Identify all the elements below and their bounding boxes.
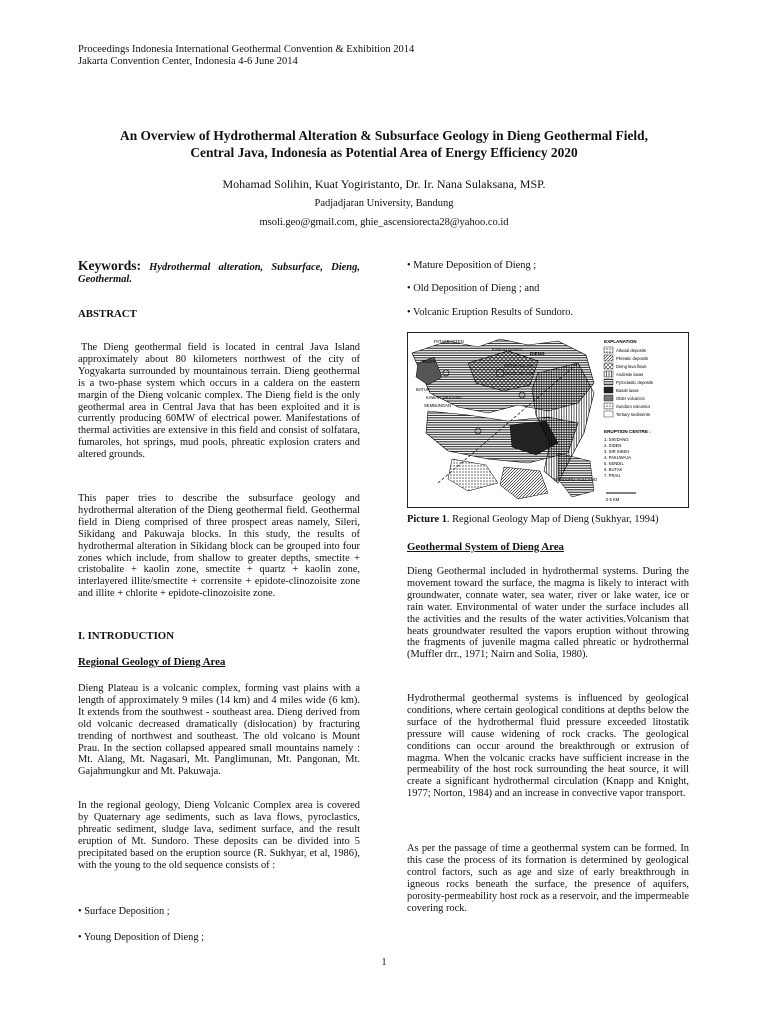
map-label: PATAKBANTEN — [434, 339, 464, 344]
legend-item: Dieng lava flows — [616, 364, 647, 369]
introduction-heading: I. INTRODUCTION — [78, 630, 174, 642]
abstract-text-1: The Dieng geothermal field is located in central Java Island approximately about 80 kilometers northwest of the city of Yogyakarta surrounded by mountainous terrain. Dieng geothermal is a two-phase system which occurs in a caldera on the eastern margin of the Dieng volcanic complex. The Dieng field is the only geothermal area in Central Java that has been exploited and it is currently producing 60MW of electrical power. Manifestations of thermal activities are extensive in this field and consist of solfatara, fumaroles, hot springs, mud pools, phreatic explosion craters and altered grounds. — [78, 342, 360, 461]
eruption-centre: 6. BUTAK — [604, 467, 623, 472]
eruption-centre: 7. PRAU — [604, 473, 621, 478]
abstract-paragraph-1 — [78, 342, 360, 461]
map-label: KAWAH SIKIDANG — [426, 395, 463, 400]
authors: Mohamad Solihin, Kuat Yogiristanto, Dr. Ir. Nana Sulaksana, MSP. — [222, 177, 546, 191]
map-label: SEMBUNGAN — [424, 403, 451, 408]
title-line-2: Central Java, Indonesia as Potential Area of Energy Efficiency 2020 — [190, 145, 578, 160]
legend-item: Tertiary sediments — [616, 412, 650, 417]
legend-item: Basalt lavas — [616, 388, 639, 393]
geosystem-text-3: As per the passage of time a geothermal system can be formed. In this case the process of its formation is determined by geological control factors, such as age and size of early breakthrough in igneous rocks beneath the surface, the presence of aquifers, porosity-permeability host rock as a reservoir, and the impermeable covering rock. — [407, 843, 689, 914]
bullet-item: • Young Deposition of Dieng ; — [78, 932, 205, 943]
legend-item: Older volcanics — [616, 396, 645, 401]
legend-item: Andesite lavas — [616, 372, 644, 377]
header-line-1: Proceedings Indonesia International Geothermal Convention & Exhibition 2014 — [78, 44, 415, 55]
bullet-item: • Volcanic Eruption Results of Sundoro. — [407, 307, 574, 318]
map-label: SUNDORO VOLCANO — [554, 477, 598, 482]
map-label: DIENG KULON — [504, 363, 533, 368]
legend-title: EXPLANATION — [604, 339, 637, 344]
geology-map-svg — [408, 333, 688, 507]
geosystem-paragraph-3 — [407, 843, 689, 914]
figure-caption-text: . Regional Geology Map of Dieng (Sukhyar, 1994) — [446, 514, 659, 525]
author-emails: msoli.geo@gmail.com, ghie_ascensiorecta28@yahoo.co.id — [259, 217, 509, 228]
abstract-heading: ABSTRACT — [78, 308, 137, 320]
eruption-centre: 3. SIR SIKEH — [604, 449, 630, 454]
eruption-centre: 1. SIKIDANG — [604, 437, 629, 442]
keywords-text: Hydrothermal alteration, Subsurface, Dieng, Geothermal. — [78, 262, 360, 285]
scale-bar-label: 0 5 KM — [606, 497, 620, 502]
figure-caption — [407, 514, 659, 525]
intro-text-1: Dieng Plateau is a volcanic complex, forming vast plains with a length of approximately 9 miles (14 km) and 4 miles wide (6 km). It extends from the southwest - southeast area. Dieng derived from old volcanic decreased dramatically (dislocation) by fracturing trending of northwest and southeast. The old volcano is Mount Prau. In the section collapsed appeared small mountains namely : Mt. Alang, Mt. Nagasari, Mt. Panglimunan, Mt. Pangonan, Mt. Gajahmungkur and Mt. Pakuwaja. — [78, 683, 360, 778]
intro-paragraph-2 — [78, 800, 360, 871]
geosystem-text-1: Dieng Geothermal included in hydrothermal systems. During the movement toward the surface, the magma is likely to interact with groundwater, connate water, sea water, river or lake water, ice or rain water. Environmental of water under the surface includes all the activities and the results of the water activities.Volcanism that heats groundwater resulted the vapors eruption without throwing the fragments of juvenile magma called phreatic or hydrothermal (Muffler drr., 1971; Nairn and Solia, 1980). — [407, 566, 689, 661]
map-label: BATUR — [416, 387, 430, 392]
regional-geology-map — [407, 332, 689, 508]
bullet-item: • Old Deposition of Dieng ; and — [407, 283, 540, 294]
keywords-label: Keywords: — [78, 258, 141, 273]
figure-caption-label: Picture 1 — [407, 514, 447, 525]
legend-item: Sundoro volcanics — [616, 404, 651, 409]
paper-title — [60, 127, 708, 161]
map-label: DIENG — [530, 351, 545, 356]
geosystem-paragraph-2 — [407, 693, 689, 800]
geosystem-text-2: Hydrothermal geothermal systems is influenced by geological conditions, where certain geological conditions at depths below the surface of the hydrothermal fluid pressure exceeded litostatik pressure will cause widening of rock cracks. The geological conditions can occur around the breakthrough or extrusion of magma. When the volcanic cracks have sufficient increase in the permeability of the host rock surrounding the heat source, it will create a significant hydrothermal circulation (Knapp and Knight, 1977; Norton, 1984) and an increase in convective vapor transport. — [407, 693, 689, 800]
bullet-item: • Mature Deposition of Dieng ; — [407, 260, 537, 271]
geosystem-paragraph-1 — [407, 566, 689, 661]
keywords — [78, 260, 360, 286]
title-line-1: An Overview of Hydrothermal Alteration & Subsurface Geology in Dieng Geothermal Field, — [120, 128, 648, 143]
abstract-text-2: This paper tries to describe the subsurface geology and hydrothermal alteration of the Dieng geothermal field. Geothermal field in Dieng comprised of three prospect areas namely, Sileri, Sikidang and Pakuwaja blocks. In this study, the results of hydrothermal alteration in Sikidang block can be grouped into four zones which include, from shallow to greater depths, smectite + cristobalite + kaolin zone, smectite + quartz + kaolin zone, interlayered illite/smectite + corrensite + epidote-clinozoisite zone and illite + chlorite + epidote-clinozoisite zone. — [78, 493, 360, 600]
eruption-centre: 4. PAKUWAJA — [604, 455, 632, 460]
intro-paragraph-1 — [78, 683, 360, 778]
header-line-2: Jakarta Convention Center, Indonesia 4-6 June 2014 — [78, 56, 298, 67]
conference-header — [78, 44, 414, 68]
map-label: SILERI — [422, 359, 436, 364]
geothermal-system-heading: Geothermal System of Dieng Area — [407, 541, 564, 553]
intro-text-2: In the regional geology, Dieng Volcanic Complex area is covered by Quaternary age sediments, such as lava flows, pyroclastics, phreatic sediment, sludge lava, sediment surface, and the result eruption of Mt. Sundoro. These deposits can be divided into 5 precipitated based on the eruption source (R. Sukhyar, et al, 1986), with the young to the old sequence consists of : — [78, 800, 360, 871]
legend-item: Phreatic deposits — [616, 356, 649, 361]
map-label: DIENG WETAN — [504, 371, 534, 376]
bullet-item: • Surface Deposition ; — [78, 906, 170, 917]
abstract-paragraph-2 — [78, 493, 360, 600]
legend-item: Alluvial deposits — [616, 348, 647, 353]
eruption-centre: 5. KENDIL — [604, 461, 624, 466]
legend-item: Pyroclastic deposits — [616, 380, 654, 385]
regional-geology-heading: Regional Geology of Dieng Area — [78, 656, 226, 668]
eruption-centre-label: ERUPTION CENTRE : — [604, 429, 651, 434]
eruption-centre: 2. SIDEN — [604, 443, 622, 448]
page-number: 1 — [381, 957, 387, 968]
legend — [604, 347, 653, 417]
map-label: KAWAH BANAG — [492, 347, 523, 352]
affiliation: Padjadjaran University, Bandung — [314, 198, 454, 209]
